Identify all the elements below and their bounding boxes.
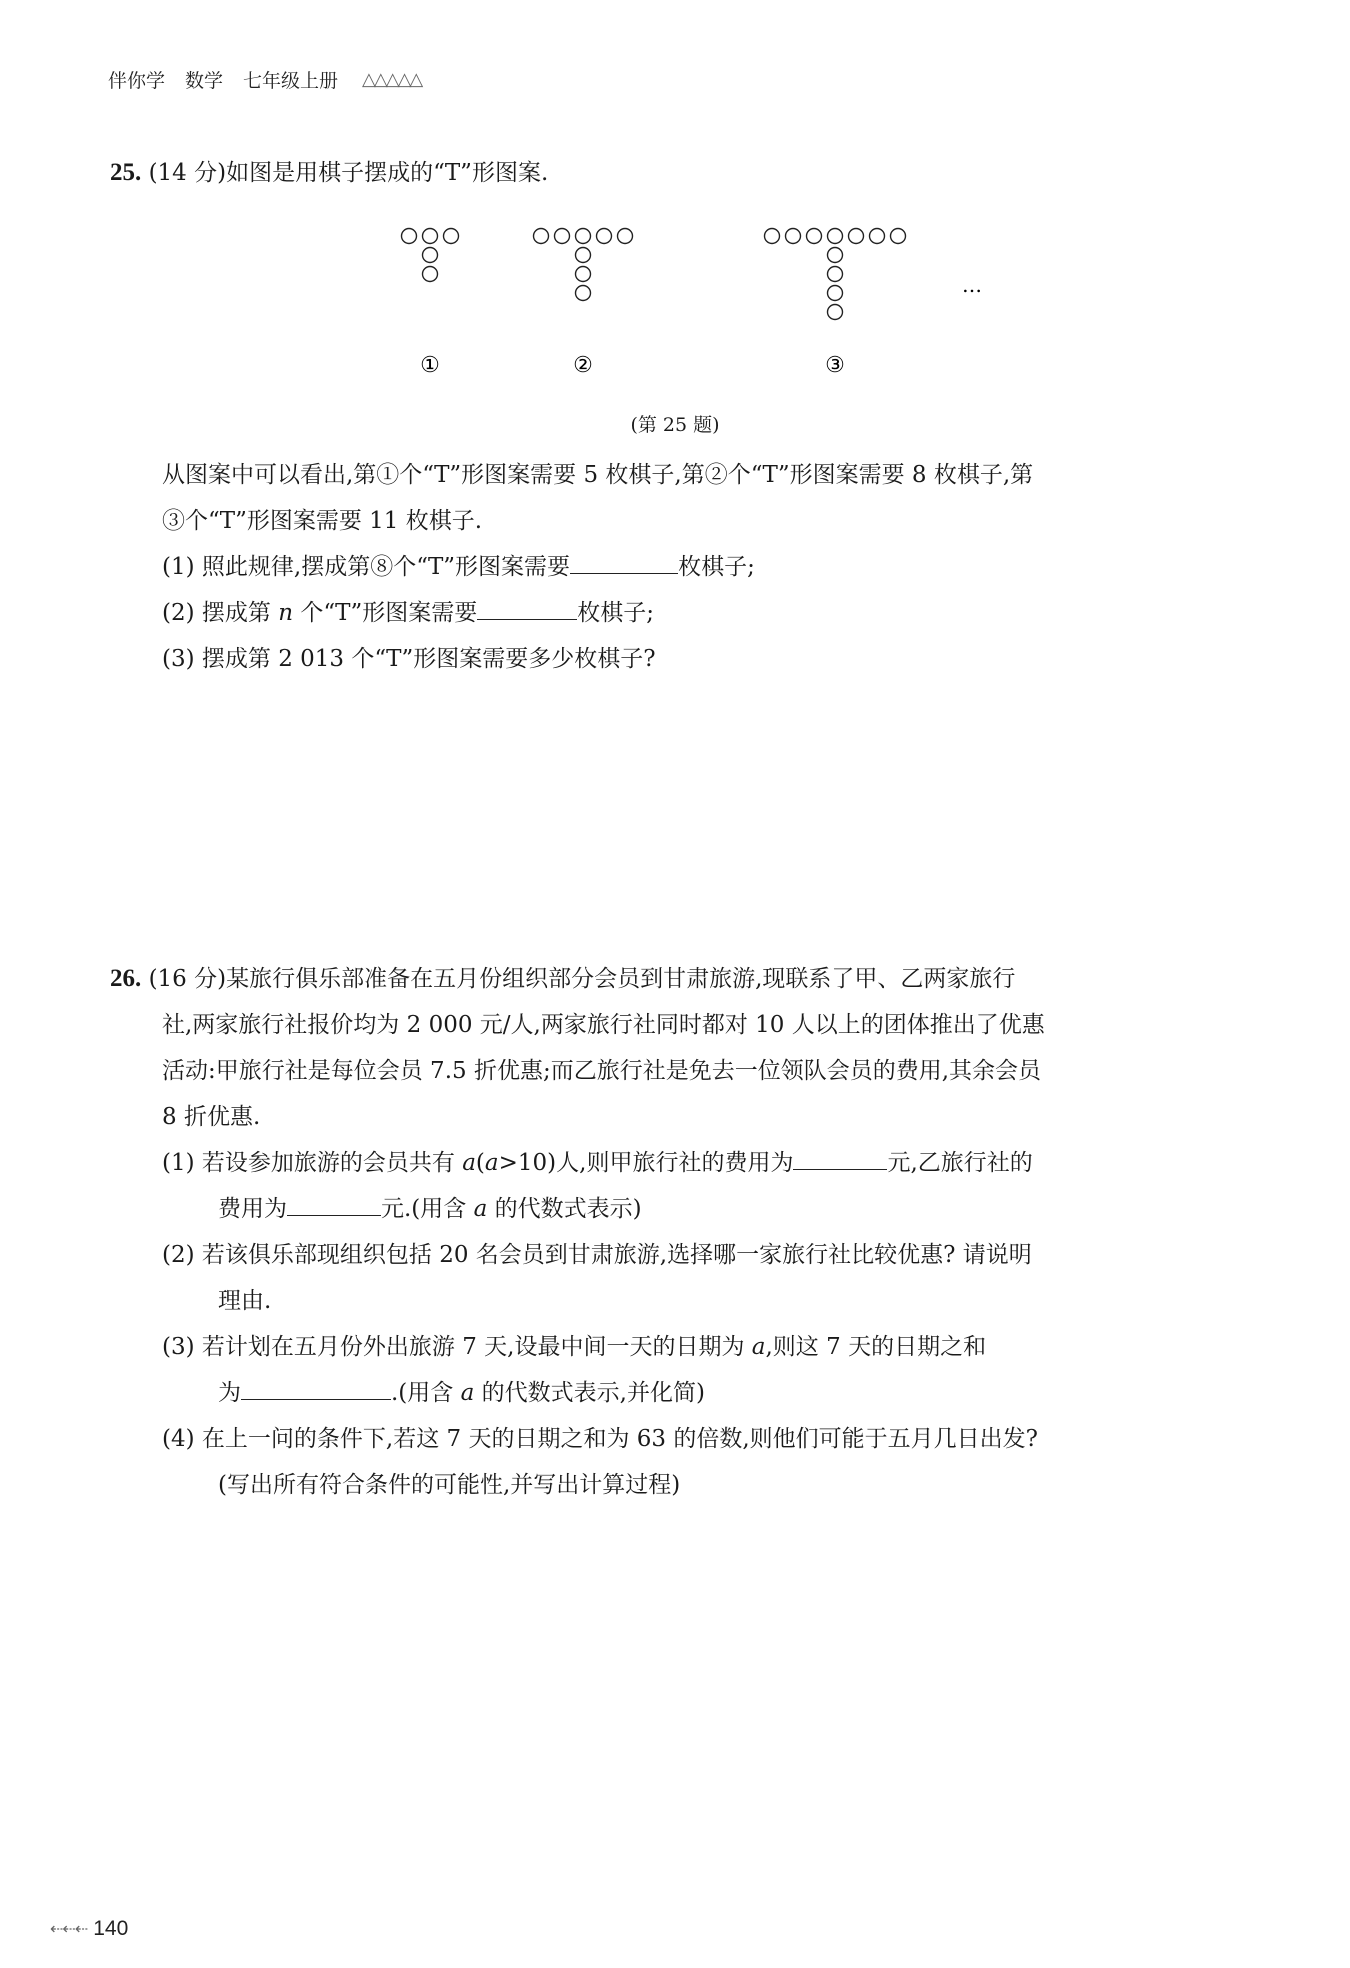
problem-26 [110, 956, 1240, 1508]
q2-variable: n [278, 600, 294, 626]
p26-q1-blank-jia[interactable] [793, 1143, 887, 1170]
problem-25-desc-line2: ③个“T”形图案需要 11 枚棋子. [162, 508, 483, 534]
figure-ellipsis: … [962, 273, 982, 297]
p26-q3-text-e: 的代数式表示,并化简) [481, 1380, 705, 1406]
problem-25-desc-line1: 从图案中可以看出,第①个“T”形图案需要 5 枚棋子,第②个“T”形图案需要 8 枚棋子,第 [162, 462, 1034, 488]
p26-q1-var2: a [484, 1150, 499, 1176]
figure-label-1: ① [420, 353, 440, 378]
chess-piece [618, 229, 633, 244]
p26-q1-text-e: 的代数式表示) [494, 1196, 642, 1222]
problem-26-q2: (2) 若该俱乐部现组织包括 20 名会员到甘肃旅游,选择哪一家旅行社比较优惠? 请说明 [162, 1242, 1032, 1268]
chess-piece [849, 229, 864, 244]
chess-piece [870, 229, 885, 244]
p26-q1-text-b: 元,乙旅行社的 [887, 1150, 1033, 1176]
chess-piece [828, 229, 843, 244]
problem-26-q1-cont [110, 1186, 1240, 1232]
p26-q3-text-c: 为 [218, 1380, 241, 1406]
problem-26-q3 [110, 1324, 1240, 1370]
problem-26-line2: 社,两家旅行社报价均为 2 000 元/人,两家旅行社同时都对 10 人以上的团体推出了优惠 [162, 1012, 1045, 1038]
chess-piece [807, 229, 822, 244]
triangle-decoration: △△△△△ [362, 69, 422, 90]
chess-piece [555, 229, 570, 244]
problem-25-body [110, 452, 1240, 682]
p26-q3-text-b: ,则这 7 天的日期之和 [765, 1334, 987, 1360]
p26-q1-var: a [462, 1150, 476, 1176]
problem-26-q3-cont [110, 1370, 1240, 1416]
chess-piece [828, 286, 843, 301]
page-header [108, 66, 421, 93]
problem-26-q4-cont: (写出所有符合条件的可能性,并写出计算过程) [218, 1472, 681, 1498]
p26-q3-text-d: .(用含 [391, 1380, 454, 1406]
t-pattern-figure [340, 212, 1040, 402]
t-pattern-3 [765, 229, 906, 320]
chess-piece [891, 229, 906, 244]
chess-piece [423, 248, 438, 263]
q1-text: (1) 照此规律,摆成第⑧个“T”形图案需要 [162, 554, 571, 580]
book-title: 伴你学 [108, 70, 166, 92]
problem-25-q3: (3) 摆成第 2 013 个“T”形图案需要多少枚棋子? [162, 646, 656, 672]
q2-text-end: 枚棋子; [577, 600, 654, 626]
chess-piece [423, 267, 438, 282]
p26-q1-var3: a [473, 1196, 488, 1222]
q1-text-end: 枚棋子; [678, 554, 755, 580]
q2-answer-blank[interactable] [477, 593, 577, 620]
chess-piece [786, 229, 801, 244]
chess-piece [402, 229, 417, 244]
problem-26-q2-cont: 理由. [218, 1288, 272, 1314]
problem-25-text: (14 分)如图是用棋子摆成的“T”形图案. [148, 160, 549, 186]
p26-q1-paren: ( [475, 1150, 485, 1176]
t-pattern-1 [402, 229, 459, 282]
q1-answer-blank[interactable] [570, 547, 678, 574]
p26-q3-blank[interactable] [241, 1373, 391, 1400]
p26-q1-blank-yi[interactable] [287, 1189, 381, 1216]
t-pattern-2 [534, 229, 633, 301]
figure-label-2: ② [573, 353, 593, 378]
q2-text: (2) 摆成第 [162, 600, 271, 626]
chess-piece [576, 248, 591, 263]
problem-26-number: 26. [110, 965, 142, 992]
problem-26-line4: 8 折优惠. [162, 1104, 261, 1130]
footer-arrows: ⇠⇠⇠ [50, 1921, 88, 1938]
chess-piece [597, 229, 612, 244]
p26-q1-cond: >10)人,则甲旅行社的费用为 [498, 1150, 794, 1176]
problem-25-stem [110, 150, 1240, 196]
figure-label-3: ③ [825, 353, 845, 378]
p26-q3-var2: a [460, 1380, 475, 1406]
figure-caption: (第 25 题) [630, 414, 720, 436]
chess-piece [423, 229, 438, 244]
q2-text-mid: 个“T”形图案需要 [300, 600, 478, 626]
problem-25-q2 [110, 590, 1240, 636]
p26-q1-text-c: 费用为 [218, 1196, 287, 1222]
chess-piece [828, 305, 843, 320]
chess-piece [576, 286, 591, 301]
chess-piece [576, 229, 591, 244]
chess-piece [828, 267, 843, 282]
chess-piece [534, 229, 549, 244]
p26-q3-text: (3) 若计划在五月份外出旅游 7 天,设最中间一天的日期为 [162, 1334, 745, 1360]
subject-label: 数学 [185, 70, 224, 92]
page-number: 140 [93, 1917, 129, 1940]
p26-q1-text-d: 元.(用含 [381, 1196, 467, 1222]
problem-26-text-1: (16 分)某旅行俱乐部准备在五月份组织部分会员到甘肃旅游,现联系了甲、乙两家旅行 [148, 966, 1016, 992]
chess-piece [576, 267, 591, 282]
page-footer [50, 1917, 128, 1941]
chess-piece [765, 229, 780, 244]
problem-26-line1 [110, 956, 1240, 1002]
grade-label: 七年级上册 [243, 70, 339, 92]
problem-26-q4: (4) 在上一问的条件下,若这 7 天的日期之和为 63 的倍数,则他们可能于五月几日出发? [162, 1426, 1038, 1452]
problem-25-number: 25. [110, 159, 142, 186]
chess-piece [828, 248, 843, 263]
problem-26-q1 [110, 1140, 1240, 1186]
p26-q1-text: (1) 若设参加旅游的会员共有 [162, 1150, 455, 1176]
problem-25-q1 [110, 544, 1240, 590]
problem-26-line3: 活动:甲旅行社是每位会员 7.5 折优惠;而乙旅行社是免去一位领队会员的费用,其余会员 [162, 1058, 1042, 1084]
chess-piece [444, 229, 459, 244]
p26-q3-var: a [751, 1334, 766, 1360]
